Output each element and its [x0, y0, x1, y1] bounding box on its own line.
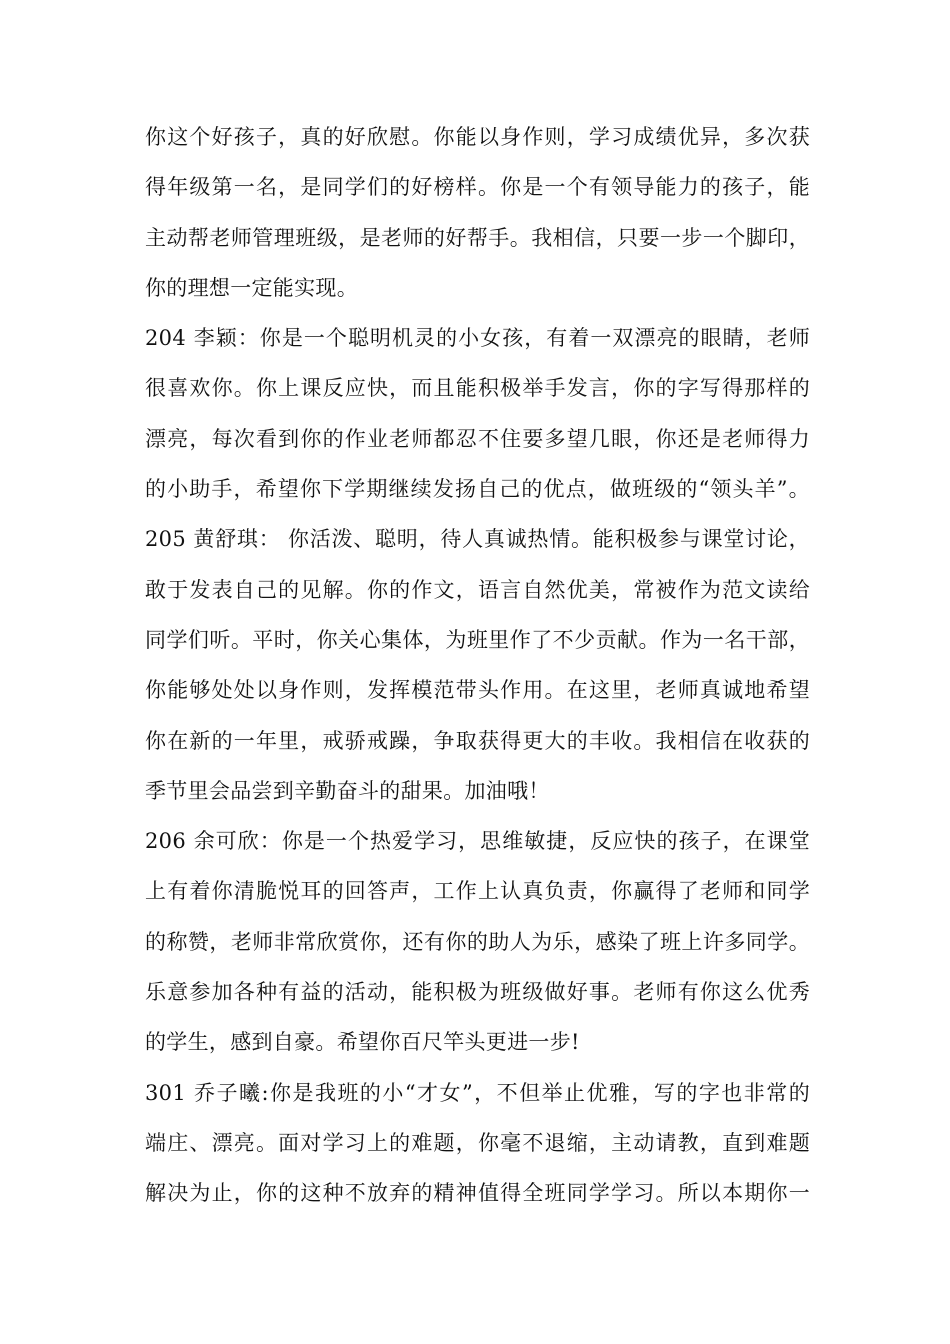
text-line-6: 很喜欢你。你上课反应快，而且能积极举手发言，你的字写得那样的 [145, 376, 810, 401]
text-line-17: 的称赞，老师非常欣赏你，还有你的助人为乐，感染了班上许多同学。 [145, 929, 810, 954]
document-body [145, 112, 810, 1219]
text-line-19: 的学生，感到自豪。希望你百尺竿头更进一步! [145, 1030, 580, 1055]
text-line-22: 解决为止，你的这种不放弃的精神值得全班同学学习。所以本期你一 [145, 1181, 810, 1206]
text-line-13: 你在新的一年里，戒骄戒躁，争取获得更大的丰收。我相信在收获的 [145, 728, 810, 753]
text-line-3: 主动帮老师管理班级，是老师的好帮手。我相信，只要一步一个脚印， [145, 225, 810, 250]
text-line-4: 你的理想一定能实现。 [145, 275, 358, 300]
text-line-21: 端庄、漂亮。面对学习上的难题，你毫不退缩，主动请教，直到难题 [145, 1130, 810, 1155]
text-line-8: 的小助手，希望你下学期继续发扬自己的优点，做班级的“领头羊”。 [145, 477, 810, 502]
text-line-15: 206 余可欣：你是一个热爱学习，思维敏捷，反应快的孩子，在课堂 [145, 829, 810, 854]
text-line-11: 同学们听。平时，你关心集体，为班里作了不少贡献。作为一名干部， [145, 627, 810, 652]
text-line-14: 季节里会品尝到辛勤奋斗的甜果。加油哦！ [145, 778, 550, 803]
text-line-9: 205 黄舒琪： 你活泼、聪明，待人真诚热情。能积极参与课堂讨论， [145, 527, 810, 552]
text-line-20: 301 乔子曦:你是我班的小“才女”，不但举止优雅，写的字也非常的 [145, 1080, 810, 1105]
text-line-1: 你这个好孩子，真的好欣慰。你能以身作则，学习成绩优异，多次获 [145, 125, 810, 149]
text-line-10: 敢于发表自己的见解。你的作文，语言自然优美，常被作为范文读给 [145, 577, 810, 602]
text-line-2: 得年级第一名，是同学们的好榜样。你是一个有领导能力的孩子，能 [145, 175, 810, 200]
text-line-12: 你能够处处以身作则，发挥模范带头作用。在这里，老师真诚地希望 [145, 678, 810, 703]
text-line-16: 上有着你清脆悦耳的回答声，工作上认真负责，你赢得了老师和同学 [145, 879, 810, 904]
text-line-7: 漂亮，每次看到你的作业老师都忍不住要多望几眼，你还是老师得力 [145, 426, 810, 451]
text-line-5: 204 李颖：你是一个聪明机灵的小女孩，有着一双漂亮的眼睛，老师 [145, 326, 810, 351]
text-line-18: 乐意参加各种有益的活动，能积极为班级做好事。老师有你这么优秀 [145, 980, 810, 1005]
